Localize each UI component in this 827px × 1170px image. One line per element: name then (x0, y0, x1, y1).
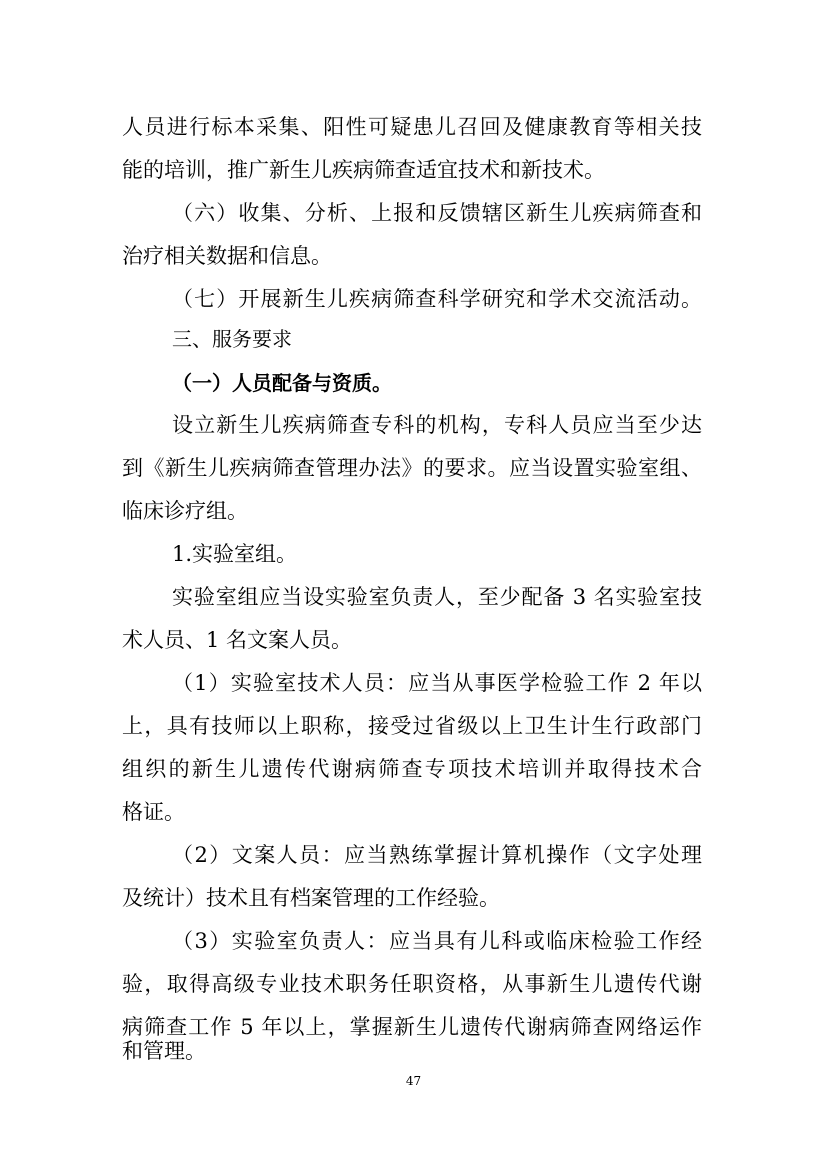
text-line: 上，具有技师以上职称，接受过省级以上卫生计生行政部门 (122, 714, 702, 738)
text-line: 病筛查工作 5 年以上，掌握新生儿遗传代谢病筛查网络运作 (122, 1015, 702, 1039)
text-line: 和管理。 (122, 1039, 206, 1063)
page-number: 47 (405, 1074, 422, 1088)
text-line: 临床诊疗组。 (122, 499, 248, 523)
text-line: （3）实验室负责人：应当具有儿科或临床检验工作经 (172, 929, 702, 953)
text-line: 人员进行标本采集、阳性可疑患儿召回及健康教育等相关技 (122, 115, 702, 139)
text-line: （1）实验室技术人员：应当从事医学检验工作 2 年以 (172, 671, 702, 695)
section-heading: 三、服务要求 (172, 327, 292, 351)
text-line: 组织的新生儿遗传代谢病筛查专项技术培训并取得技术合 (122, 757, 702, 781)
text-line: 能的培训，推广新生儿疾病筛查适宜技术和新技术。 (122, 158, 605, 182)
text-line: 验，取得高级专业技术职务任职资格，从事新生儿遗传代谢 (122, 972, 702, 996)
subsection-heading: （一）人员配备与资质。 (172, 371, 392, 395)
text-line: 设立新生儿疾病筛查专科的机构，专科人员应当至少达 (172, 413, 702, 437)
text-line: 实验室组应当设实验室负责人，至少配备 3 名实验室技 (172, 585, 702, 609)
text-line: 到《新生儿疾病筛查管理办法》的要求。应当设置实验室组、 (122, 456, 702, 480)
text-line: （2）文案人员：应当熟练掌握计算机操作（文字处理 (172, 843, 702, 867)
text-line: 术人员、1 名文案人员。 (122, 628, 353, 652)
text-line: （七）开展新生儿疾病筛查科学研究和学术交流活动。 (172, 287, 702, 311)
list-heading: 1.实验室组。 (172, 542, 298, 566)
text-line: （六）收集、分析、上报和反馈辖区新生儿疾病筛查和 (172, 201, 702, 225)
text-line: 及统计）技术且有档案管理的工作经验。 (122, 886, 500, 910)
text-line: 格证。 (122, 800, 185, 824)
text-line: 治疗相关数据和信息。 (122, 244, 332, 268)
